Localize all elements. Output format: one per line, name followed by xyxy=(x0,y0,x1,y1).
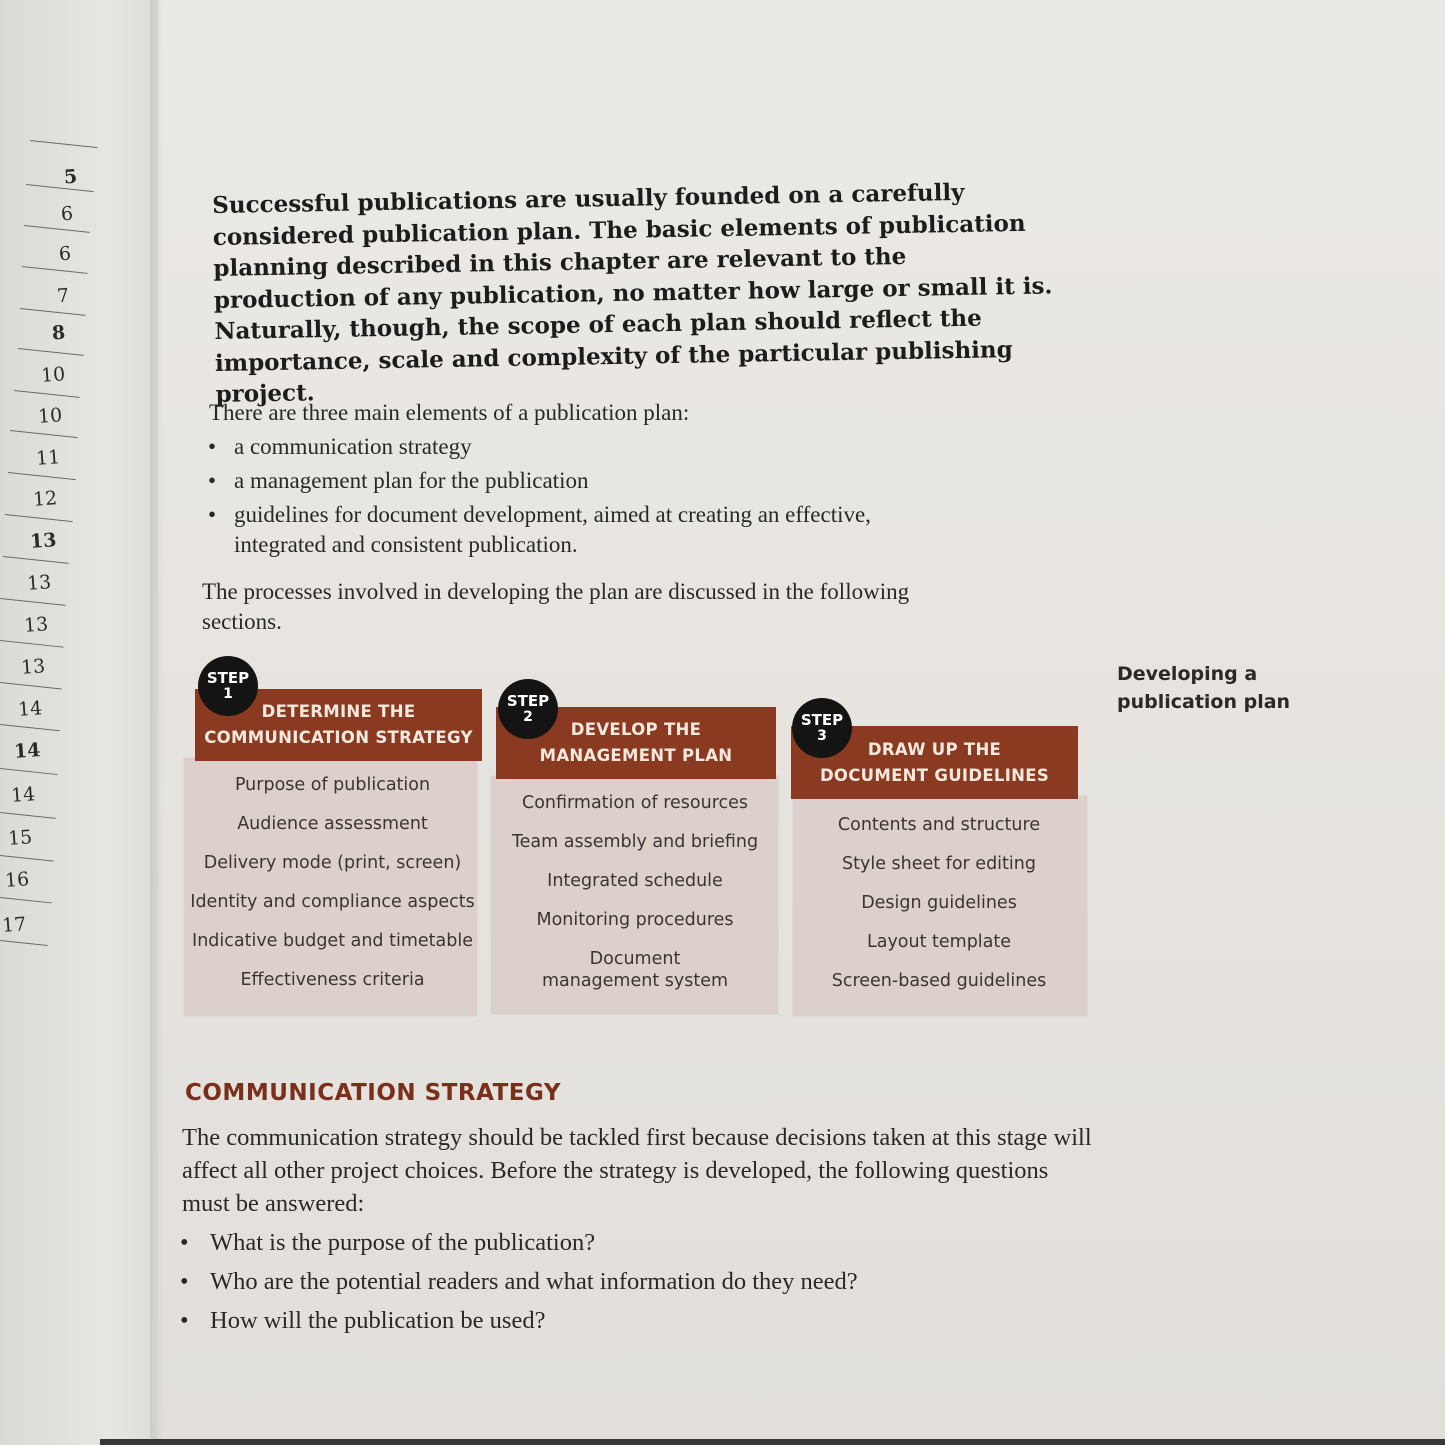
list-item: Contents and structure xyxy=(837,815,1041,835)
step-title-line: MANAGEMENT PLAN xyxy=(539,746,733,765)
step-badge xyxy=(498,679,558,739)
list-item: Purpose of publication xyxy=(234,775,431,795)
list-item: Delivery mode (print, screen) xyxy=(203,853,462,873)
toc-page-number: 13 xyxy=(20,655,46,679)
toc-page-number: 5 xyxy=(63,165,78,189)
list-item: Document management system xyxy=(541,949,729,991)
list-item: • What is the purpose of the publication? xyxy=(180,1226,1060,1259)
step-title-line: DOCUMENT GUIDELINES xyxy=(819,765,1050,785)
step-number: 1 xyxy=(223,686,233,702)
list-item: Identity and compliance aspects xyxy=(190,892,475,912)
toc-page-number: 10 xyxy=(37,404,63,428)
list-item: • How will the publication be used? xyxy=(180,1304,1060,1337)
list-item: • a communication strategy xyxy=(208,432,968,462)
toc-page-number: 8 xyxy=(51,321,66,345)
list-item: Effectiveness criteria xyxy=(240,970,425,990)
list-item: • guidelines for document development, aimed at creating an effective, integrated and consistent publication. xyxy=(208,500,968,560)
step-title-line: DEVELOP THE xyxy=(570,720,702,739)
step-number: 2 xyxy=(523,709,533,725)
list-item: Indicative budget and timetable xyxy=(192,931,473,951)
toc-page-number: 6 xyxy=(60,202,74,226)
list-item: Audience assessment xyxy=(237,814,428,834)
toc-page-number: 17 xyxy=(1,913,27,937)
toc-page-number: 12 xyxy=(32,487,58,511)
step-items xyxy=(795,814,1083,992)
toc-page-number: 15 xyxy=(7,826,33,850)
list-item: • a management plan for the publication xyxy=(208,466,968,496)
figure-caption: Developing a publication plan xyxy=(1117,663,1291,713)
toc-page-number: 11 xyxy=(35,446,61,470)
page-gutter xyxy=(150,0,164,1445)
elements-list xyxy=(208,432,968,560)
step-number: 3 xyxy=(817,728,827,744)
step-badge xyxy=(198,656,258,716)
list-item: Team assembly and briefing xyxy=(511,832,759,852)
step-items xyxy=(494,792,776,992)
left-page xyxy=(0,0,158,1445)
list-item: Layout template xyxy=(866,932,1012,952)
list-item: Confirmation of resources xyxy=(521,793,749,813)
book-edge xyxy=(100,1439,1445,1445)
step-word: STEP xyxy=(800,711,844,729)
step-word: STEP xyxy=(206,669,250,687)
questions-list xyxy=(180,1226,1060,1337)
list-item: Screen-based guidelines xyxy=(831,971,1047,991)
intro-paragraph: Successful publications are usually founded on a carefully considered publication plan. The basic elements of publication planning described in this chapter are relevant to the production of any publication, no matter how large or small it is. Naturally, though, the scope of each plan should reflect the importance, scale and complexity of the particular publishing project. xyxy=(212,178,1053,408)
step-items xyxy=(190,774,475,991)
toc-page-number: 14 xyxy=(13,739,42,763)
toc-page-number: 13 xyxy=(26,571,52,595)
toc-page-number: 7 xyxy=(56,284,70,308)
list-item: Style sheet for editing xyxy=(842,854,1036,874)
step-title-line: DETERMINE THE xyxy=(261,702,416,721)
elements-closing: The processes involved in developing the plan are discussed in the following sections. xyxy=(202,579,910,634)
list-item: Monitoring procedures xyxy=(536,910,734,930)
step-title-line: COMMUNICATION STRATEGY xyxy=(204,728,473,747)
list-item: • Who are the potential readers and what information do they need? xyxy=(180,1265,1060,1298)
toc-page-number: 14 xyxy=(17,697,43,721)
toc-page-number: 16 xyxy=(4,868,30,892)
list-item: Design guidelines xyxy=(861,893,1017,913)
step-title-line: DRAW UP THE xyxy=(867,739,1002,759)
toc-page-number: 14 xyxy=(10,783,36,807)
list-item: Integrated schedule xyxy=(547,871,723,891)
section-heading: COMMUNICATION STRATEGY xyxy=(185,1080,562,1106)
toc-page-number: 13 xyxy=(29,529,58,553)
toc-page-number: 10 xyxy=(40,363,66,387)
section-paragraph: The communication strategy should be tackled first because decisions taken at this stage will affect all other project choices. Before the strategy is developed, the following questions must be answered: xyxy=(182,1124,1092,1217)
step-word: STEP xyxy=(506,692,550,710)
elements-lead: There are three main elements of a publication plan: xyxy=(209,400,690,425)
step-badge xyxy=(792,698,852,758)
toc-page-number: 6 xyxy=(58,242,72,266)
toc-page-number: 13 xyxy=(23,613,49,637)
